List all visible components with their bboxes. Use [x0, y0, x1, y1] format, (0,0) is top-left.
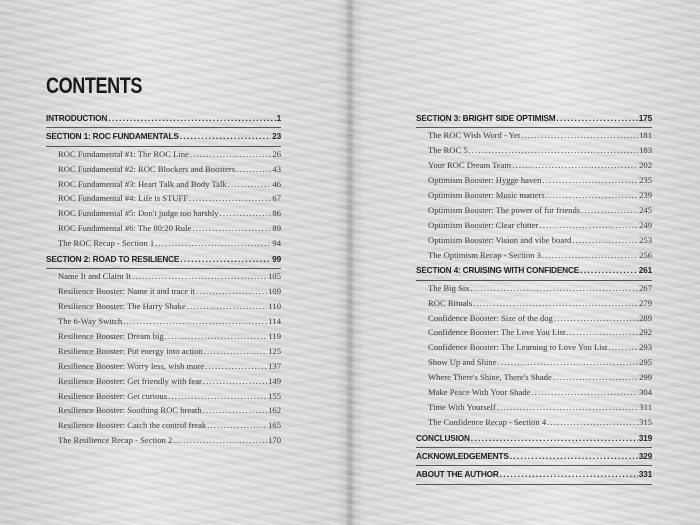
toc-page-number: 239: [639, 189, 652, 200]
toc-page-number: 46: [272, 178, 281, 189]
toc-page-number: 162: [268, 405, 281, 416]
toc-entry: [46, 162, 281, 177]
toc-right-column: [416, 110, 652, 485]
toc-page-number: 105: [268, 271, 281, 282]
toc-entry-title: The ROC 5: [428, 145, 468, 156]
toc-page-number: 99: [272, 254, 281, 265]
toc-page-number: 114: [268, 316, 281, 327]
dot-leader: [123, 314, 267, 329]
toc-section-block: [416, 110, 652, 128]
dot-leader: [497, 400, 639, 415]
toc-page-number: 119: [268, 330, 281, 341]
toc-entry-title: SECTION 1: ROC FUNDAMENTALS: [46, 131, 179, 142]
toc-entry-title: Make Peace With Your Shade: [428, 387, 531, 398]
toc-entry: [46, 344, 281, 359]
toc-section-block: [416, 430, 652, 448]
toc-entry-title: ROC Fundamental #4: Life is STUFF: [58, 193, 189, 204]
toc-page-number: 183: [639, 145, 652, 156]
toc-entry-title: Time With Yourself: [428, 401, 496, 412]
toc-entry-title: The 6-Way Switch: [58, 316, 123, 327]
toc-entry-title: INTRODUCTION: [46, 113, 108, 123]
toc-entry: [46, 147, 281, 162]
toc-entry-title: The ROC Wish Word - Yet: [428, 130, 521, 141]
toc-entry: [46, 177, 281, 192]
toc-page-number: 311: [639, 401, 652, 412]
toc-entry: [416, 143, 652, 158]
dot-leader: [192, 221, 271, 236]
toc-entry-title: ROC Fundamental #3: Heart Talk and Body Talk: [58, 178, 227, 189]
dot-leader: [512, 158, 638, 173]
toc-page-number: 253: [639, 234, 652, 245]
toc-entry: [416, 325, 652, 340]
toc-entry-title: Optimism Booster: Clear clutter: [428, 219, 539, 230]
dot-leader: [498, 355, 639, 370]
toc-entry: [46, 221, 281, 236]
dot-leader: [542, 248, 638, 263]
toc-entry: [46, 403, 281, 418]
toc-entry-title: Optimism Booster: Hygge haven: [428, 175, 542, 186]
toc-page-number: 125: [268, 345, 281, 356]
toc-entry: [416, 128, 652, 143]
toc-entry-title: Resilience Booster: Get friendly with fear: [58, 375, 202, 386]
toc-section-block: [416, 448, 652, 466]
toc-entry-title: SECTION 2: ROAD TO RESILIENCE: [46, 254, 180, 265]
dot-leader: [546, 188, 638, 203]
toc-entry-title: Resilience Booster: Name it and trace it: [58, 286, 195, 297]
toc-section-heading: [46, 110, 281, 127]
toc-page-number: 26: [272, 148, 281, 159]
toc-page-number: 109: [268, 286, 281, 297]
toc-page-number: 202: [639, 160, 652, 171]
dot-leader: [471, 281, 639, 296]
toc-entry: [46, 314, 281, 329]
toc-section-heading: [416, 262, 652, 279]
dot-leader: [556, 110, 637, 127]
toc-section-heading: [416, 110, 652, 127]
toc-entry-title: SECTION 4: CRUISING WITH CONFIDENCE: [416, 265, 580, 276]
toc-entry-title: Resilience Booster: Dream big: [58, 330, 164, 341]
toc-entry: [416, 400, 652, 415]
toc-section-heading: [416, 430, 652, 447]
toc-entry-title: The Big Six: [428, 282, 470, 293]
dot-leader: [204, 344, 267, 359]
toc-section-block: [46, 110, 281, 128]
toc-page-number: 175: [638, 113, 652, 123]
dot-leader: [132, 269, 267, 284]
dot-leader: [473, 296, 638, 311]
toc-entry: [416, 203, 652, 218]
toc-entry-title: CONCLUSION: [416, 432, 470, 443]
toc-page-number: 289: [639, 312, 652, 323]
toc-entry-title: Resilience Booster: Put energy into action: [58, 345, 203, 356]
toc-page-number: 89: [272, 223, 281, 234]
dot-leader: [581, 203, 638, 218]
toc-entry-title: Show Up and Shine: [428, 357, 497, 368]
toc-entry: [416, 281, 652, 296]
toc-entry-title: The Resilience Recap - Section 2: [58, 435, 173, 446]
toc-section-block: [46, 251, 281, 269]
dot-leader: [580, 262, 638, 279]
toc-entry: [46, 374, 281, 389]
dot-leader: [180, 128, 271, 145]
dot-leader: [190, 147, 272, 162]
toc-entry: [46, 236, 281, 251]
toc-entry-title: ROC Fundamental #2: ROC Blockers and Boosters: [58, 163, 236, 174]
toc-entry-title: Resilience Booster: Catch the control freak: [58, 420, 207, 431]
toc-page-number: 295: [639, 357, 652, 368]
toc-page-number: 315: [639, 416, 652, 427]
dot-leader: [554, 311, 638, 326]
toc-entry: [46, 389, 281, 404]
toc-entry-title: The Optimism Recap - Section 3: [428, 249, 541, 260]
toc-section-heading: [416, 466, 652, 483]
toc-page-number: 245: [639, 204, 652, 215]
toc-entry: [416, 158, 652, 173]
toc-page-number: 181: [639, 130, 652, 141]
dot-leader: [207, 418, 267, 433]
toc-section-heading: [416, 448, 652, 465]
dot-leader: [608, 340, 638, 355]
dot-leader: [540, 218, 639, 233]
toc-page-number: 267: [639, 282, 652, 293]
toc-section-block: [416, 466, 652, 484]
dot-leader: [572, 233, 638, 248]
dot-leader: [173, 433, 267, 448]
dot-leader: [469, 143, 638, 158]
toc-section-block: [416, 262, 652, 280]
toc-page-number: 165: [268, 420, 281, 431]
toc-page-number: 293: [639, 342, 652, 353]
book-gutter: [345, 0, 355, 525]
dot-leader: [108, 110, 275, 127]
dot-leader: [165, 329, 268, 344]
toc-entry-title: ROC Fundamental #1: The ROC Line: [58, 148, 189, 159]
dot-leader: [547, 415, 638, 430]
toc-entry-title: Resilience Booster: The Harry Shake: [58, 301, 186, 312]
dot-leader: [155, 236, 271, 251]
dot-leader: [180, 251, 271, 268]
dot-leader: [553, 370, 638, 385]
section-rule: [416, 484, 652, 485]
toc-page-number: 235: [639, 175, 652, 186]
toc-page-number: 299: [639, 372, 652, 383]
dot-leader: [542, 173, 638, 188]
dot-leader: [500, 466, 638, 483]
toc-page-number: 155: [268, 390, 281, 401]
toc-entry-title: ROC Rituals: [428, 297, 473, 308]
toc-entry: [416, 415, 652, 430]
toc-section-block: [46, 128, 281, 146]
toc-entry-title: SECTION 3: BRIGHT SIDE OPTIMISM: [416, 113, 556, 123]
toc-entry: [46, 433, 281, 448]
toc-left-column: [46, 110, 281, 448]
dot-leader: [531, 385, 638, 400]
toc-entry-title: The ROC Recap - Section 1: [58, 238, 155, 249]
toc-page-number: 67: [272, 193, 281, 204]
toc-page-number: 319: [638, 432, 652, 443]
toc-page-number: 256: [639, 249, 652, 260]
toc-page-number: 304: [639, 387, 652, 398]
toc-entry-title: ACKNOWLEDGEMENTS: [416, 451, 509, 462]
toc-page-number: 1: [276, 113, 281, 123]
toc-entry-title: The Confidence Recap - Section 4: [428, 416, 547, 427]
toc-page-number: 170: [268, 435, 281, 446]
toc-section-heading: [46, 128, 281, 145]
toc-entry-title: ABOUT THE AUTHOR: [416, 469, 499, 480]
toc-entry: [46, 269, 281, 284]
toc-entry-title: Resilience Booster: Soothing ROC breath: [58, 405, 202, 416]
dot-leader: [471, 430, 638, 447]
toc-entry-title: ROC Fundamental #5: Don't judge too harshly: [58, 208, 219, 219]
dot-leader: [566, 325, 638, 340]
dot-leader: [236, 162, 271, 177]
dot-leader: [521, 128, 638, 143]
toc-entry: [416, 218, 652, 233]
toc-entry: [416, 248, 652, 263]
toc-page-number: 279: [639, 297, 652, 308]
toc-entry-title: Confidence Booster: The Love You List: [428, 327, 566, 338]
toc-entry: [416, 173, 652, 188]
dot-leader: [168, 389, 267, 404]
toc-entry: [416, 233, 652, 248]
toc-entry-title: Where There's Shine, There's Shade: [428, 372, 552, 383]
toc-entry-title: Confidence Booster: Size of the dog: [428, 312, 553, 323]
toc-page-number: 110: [268, 301, 281, 312]
toc-entry-title: ROC Fundamental #6: The 80:20 Rule: [58, 223, 192, 234]
toc-page-number: 23: [272, 131, 281, 142]
toc-entry: [46, 206, 281, 221]
toc-entry-title: Name It and Claim It: [58, 271, 132, 282]
toc-entry: [416, 355, 652, 370]
toc-entry: [46, 359, 281, 374]
toc-entry: [416, 340, 652, 355]
contents-title: CONTENTS: [46, 73, 142, 98]
toc-entry: [46, 418, 281, 433]
dot-leader: [203, 374, 267, 389]
toc-entry-title: Resilience Booster: Worry less, wish more: [58, 360, 205, 371]
toc-page-number: 331: [638, 469, 652, 480]
toc-page-number: 261: [638, 265, 652, 276]
dot-leader: [510, 448, 638, 465]
toc-entry-title: Resilience Booster: Get curious: [58, 390, 168, 401]
toc-entry: [416, 296, 652, 311]
toc-entry: [46, 191, 281, 206]
toc-entry: [46, 329, 281, 344]
dot-leader: [205, 359, 267, 374]
toc-entry-title: Confidence Booster: The Learning to Love You List: [428, 342, 608, 353]
toc-entry: [416, 311, 652, 326]
toc-section-heading: [46, 251, 281, 268]
toc-entry-title: Your ROC Dream Team: [428, 160, 512, 171]
toc-page-number: 292: [639, 327, 652, 338]
toc-entry: [416, 188, 652, 203]
dot-leader: [187, 299, 268, 314]
toc-page-number: 43: [272, 163, 281, 174]
toc-entry: [416, 370, 652, 385]
toc-page-number: 249: [639, 219, 652, 230]
toc-page-number: 86: [272, 208, 281, 219]
toc-entry: [46, 284, 281, 299]
toc-entry-title: Optimism Booster: Music matters: [428, 189, 545, 200]
dot-leader: [220, 206, 272, 221]
toc-entry: [416, 385, 652, 400]
dot-leader: [189, 191, 271, 206]
toc-page-number: 94: [272, 238, 281, 249]
dot-leader: [203, 403, 267, 418]
toc-entry-title: Optimism Booster: The power of fur friends: [428, 204, 581, 215]
toc-page-number: 149: [268, 375, 281, 386]
toc-page-number: 329: [638, 451, 652, 462]
dot-leader: [228, 177, 272, 192]
toc-entry: [46, 299, 281, 314]
toc-page-number: 137: [268, 360, 281, 371]
dot-leader: [196, 284, 267, 299]
toc-entry-title: Optimism Booster: Vision and vibe board: [428, 234, 572, 245]
